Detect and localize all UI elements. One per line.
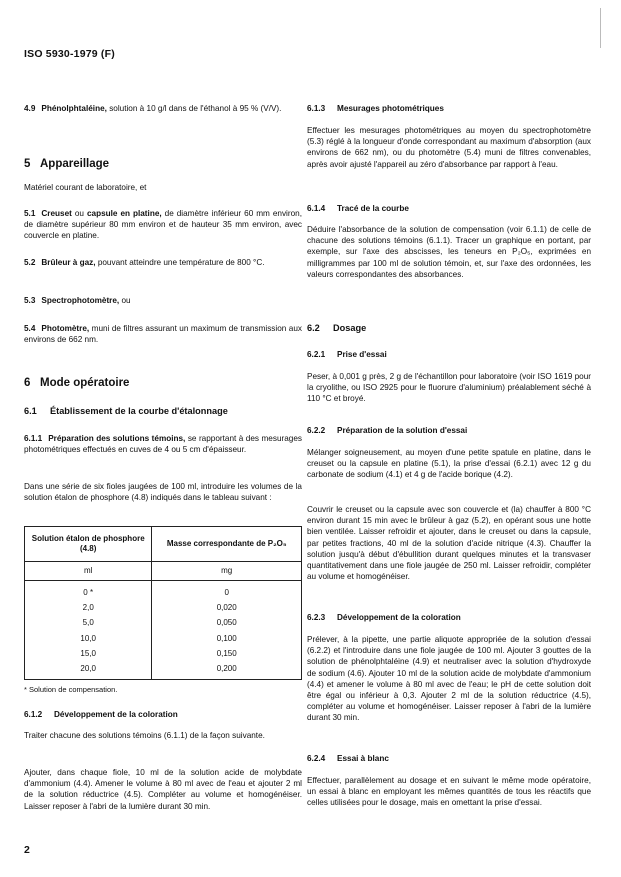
clause-term: Phénolphtaléine, <box>41 104 107 113</box>
clause-number: 5.4 <box>24 324 36 333</box>
clause-text: de diamètre inférieur 60 mm environ, de diamètre supérieur 80 mm environ et de hauteur 35 mm environ, avec couvercle en platine. <box>24 209 302 241</box>
paragraph: Déduire l'absorbance de la solution de compensation (voir 6.1.1) de celle de chacune des solutions témoins (6.1.1). Tracer un graphique en portant, par exemple, sur l'axe des abscisses, les teneurs en P₂O₅, exprimées en milligrammes par 100 ml de solution témoin, et, sur l'axe des ordonnées, les valeurs correspondantes des absorbances. <box>307 225 591 279</box>
table-cell: 0,200 <box>216 664 237 674</box>
clause-title: Préparation de la solution d'essai <box>337 426 468 435</box>
clause-6-2-2-paragraph-1 <box>307 447 591 481</box>
clause-term: Spectrophotomètre, <box>41 296 120 305</box>
table-cell: 20,0 <box>80 664 96 674</box>
section-title: Appareillage <box>40 158 110 170</box>
table-cell: 10,0 <box>80 633 96 643</box>
table-cell: 5,0 <box>82 618 94 628</box>
table-cell: 0,050 <box>216 618 237 628</box>
subsection-heading-6-2 <box>307 322 591 334</box>
clause-5-1 <box>24 208 302 242</box>
scan-margin-mark <box>600 8 601 48</box>
clause-4-9 <box>24 103 302 114</box>
clause-number: 5.2 <box>24 258 36 267</box>
clause-heading-6-2-3 <box>307 612 591 623</box>
clause-text: pouvant atteindre une température de 800 °C. <box>97 258 265 267</box>
clause-number: 4.9 <box>24 104 36 113</box>
clause-6-1-1-paragraph <box>24 481 302 503</box>
clause-6-1-1 <box>24 433 302 455</box>
page-number: 2 <box>24 844 30 856</box>
clause-number: 6.1.1 <box>24 434 43 443</box>
clause-6-2-3-paragraph <box>307 634 591 724</box>
table-cell: 0,100 <box>216 633 237 643</box>
subsection-heading-6-1 <box>24 405 302 417</box>
clause-6-2-4-paragraph <box>307 775 591 809</box>
standard-solutions-table <box>24 526 302 680</box>
table-unit-mass: mg <box>152 562 302 581</box>
clause-heading-6-2-4 <box>307 753 591 764</box>
table-cell: 0,020 <box>216 603 237 613</box>
section-heading-5 <box>24 157 302 171</box>
paragraph: Couvrir le creuset ou la capsule avec son couvercle et (la) chauffer à 800 °C environ durant 15 min avec le brûleur à gaz (5.2), en opérant sous une hotte bien ventilée. Laisser refroidir et ajouter, dans le creuset ou dans la capsule, par petites fractions, 40 ml de la solution d'acide nitrique (4.3). Chauffer la solution jusqu'à début d'ébullition durant quelques minutes et la transvaser quantitativement dans une fiole jaugée de 250 ml. Laisser refroidir, compléter au volume et homogénéiser. <box>307 505 591 582</box>
clause-title: Mesurages photométriques <box>337 104 444 113</box>
clause-title: Développement de la coloration <box>54 710 178 719</box>
clause-title: Essai à blanc <box>337 754 389 763</box>
clause-text: se rapportant à des mesurages photométriques effectués en cuves de 4 ou 5 cm d'épaisseur. <box>24 434 302 455</box>
clause-title: Prise d'essai <box>337 350 387 359</box>
section-heading-6 <box>24 376 302 390</box>
clause-connector: ou <box>74 209 84 218</box>
clause-number: 6.2.2 <box>307 426 326 435</box>
clause-6-2-2-paragraph-2 <box>307 504 591 582</box>
paragraph: Mélanger soigneusement, au moyen d'une petite spatule en platine, dans le creuset ou la capsule en platine (5.1), la prise d'essai (6.2.1) avec 12 g du carbonate de sodium (4.1) et 4 g de l'acide borique (4.2). <box>307 448 591 480</box>
clause-6-1-2-paragraph-1 <box>24 730 302 741</box>
paragraph: Effectuer, parallèlement au dosage et en suivant le même mode opératoire, un essai à blanc en employant les mêmes quantités de tous les réactifs que celles utilisées pour le dosage, mais en omettant la prise d'essai. <box>307 776 591 808</box>
table-cell: 0 <box>224 588 229 597</box>
clause-term: Creuset <box>41 209 72 218</box>
table-header-volume: Solution étalon de phosphore (4.8) <box>25 527 152 562</box>
clause-text: ou <box>121 296 131 305</box>
clause-5-3 <box>24 295 302 306</box>
subsection-title: Établissement de la courbe d'étalonnage <box>50 406 228 416</box>
clause-term-2: capsule en platine, <box>86 209 162 218</box>
clause-text: muni de filtres assurant un maximum de transmission aux environs de 662 nm. <box>24 324 302 345</box>
clause-title: Tracé de la courbe <box>337 204 409 213</box>
clause-heading-6-2-2 <box>307 425 591 436</box>
clause-term: Préparation des solutions témoins, <box>48 434 186 443</box>
page-header: ISO 5930-1979 (F) <box>24 48 115 60</box>
clause-number: 6.2.4 <box>307 754 326 763</box>
clause-number: 6.1.3 <box>307 104 326 113</box>
clause-number: 6.2.1 <box>307 350 326 359</box>
paragraph: Effectuer les mesurages photométriques au moyen du spectrophotomètre (5.3) réglé à la longueur d'onde correspondant au maximum d'absorption (aux environs de 662 nm), ou du photomètre (5.4) muni de filtres convenables, après avoir ajusté l'appareil au zéro d'absorbance par rapport à l'eau. <box>307 126 591 169</box>
table-cell: 0 * <box>83 588 94 597</box>
clause-number: 5.3 <box>24 296 36 305</box>
clause-text: solution à 10 g/l dans de l'éthanol à 95 % (V/V). <box>109 104 282 113</box>
subsection-number: 6.1 <box>24 406 37 416</box>
table-cell: 0,150 <box>216 648 237 658</box>
clause-heading-6-1-3 <box>307 103 591 114</box>
section-number: 5 <box>24 158 31 170</box>
section-title: Mode opératoire <box>40 377 130 389</box>
clause-number: 6.1.4 <box>307 204 326 213</box>
paragraph: Peser, à 0,001 g près, 2 g de l'échantillon pour laboratoire (voir ISO 1619 pour la cryolithe, ou ISO 2925 pour le fluorure d'aluminium) préalablement séché à 110 °C et broyé. <box>307 372 591 404</box>
clause-6-1-3-paragraph <box>307 125 591 170</box>
table-volume-values <box>25 581 152 680</box>
table-mass-values <box>152 581 302 680</box>
table-values-row <box>25 581 302 680</box>
table-cell: 15,0 <box>80 648 96 658</box>
section-number: 6 <box>24 377 31 389</box>
clause-heading-6-1-2 <box>24 709 302 720</box>
subsection-number: 6.2 <box>307 323 320 333</box>
paragraph: Matériel courant de laboratoire, et <box>24 183 147 192</box>
clause-6-2-1-paragraph <box>307 371 591 405</box>
table-header-mass: Masse correspondante de P₂O₅ <box>152 527 302 562</box>
paragraph: Traiter chacune des solutions témoins (6.1.1) de la façon suivante. <box>24 731 265 740</box>
clause-heading-6-2-1 <box>307 349 591 360</box>
clause-6-1-4-paragraph <box>307 224 591 280</box>
paragraph: Prélever, à la pipette, une partie aliquote appropriée de la solution d'essai (6.2.2) et l'introduire dans une fiole jaugée de 100 ml. Ajouter 3 gouttes de la solution de phénolphtaléine (4.9) et neutraliser avec la solution d'hydroxyde de sodium (4.6). Ajouter 10 ml de la solution acide de molybdate d'ammonium (4.4) et amener le volume à 80 ml avec de l'eau; le pH de cette solution doit être égal ou inférieur à 0,3. Ajouter 2 ml de la solution réductrice (4.5), compléter au volume et homogénéiser. Laisser reposer à l'abri de la lumière durant 30 min. <box>307 635 591 723</box>
clause-number: 6.1.2 <box>24 710 43 719</box>
clause-5-4 <box>24 323 302 345</box>
clause-5-2 <box>24 257 302 268</box>
paragraph: Dans une série de six fioles jaugées de 100 ml, introduire les volumes de la solution étalon de phosphore (4.8) indiqués dans le tableau suivant : <box>24 482 302 503</box>
clause-6-1-2-paragraph-2 <box>24 767 302 812</box>
subsection-title: Dosage <box>333 323 367 333</box>
table-unit-volume: ml <box>25 562 152 581</box>
table-header-row <box>25 527 302 562</box>
clause-number: 5.1 <box>24 209 36 218</box>
paragraph: Ajouter, dans chaque fiole, 10 ml de la solution acide de molybdate d'ammonium (4.4). Amener le volume à 80 ml avec de l'eau et ajouter 2 ml de la solution réductrice (4.5). Compléter au volume et homogénéiser. Laisser reposer à l'abri de la lumière durant 30 min. <box>24 768 302 811</box>
clause-title: Développement de la coloration <box>337 613 461 622</box>
table-cell: 2,0 <box>82 603 94 613</box>
clause-number: 6.2.3 <box>307 613 326 622</box>
clause-heading-6-1-4 <box>307 203 591 214</box>
table-unit-row <box>25 562 302 581</box>
section-5-intro <box>24 182 302 193</box>
table-footnote: * Solution de compensation. <box>24 685 118 694</box>
clause-term: Brûleur à gaz, <box>41 258 96 267</box>
clause-term: Photomètre, <box>41 324 90 333</box>
